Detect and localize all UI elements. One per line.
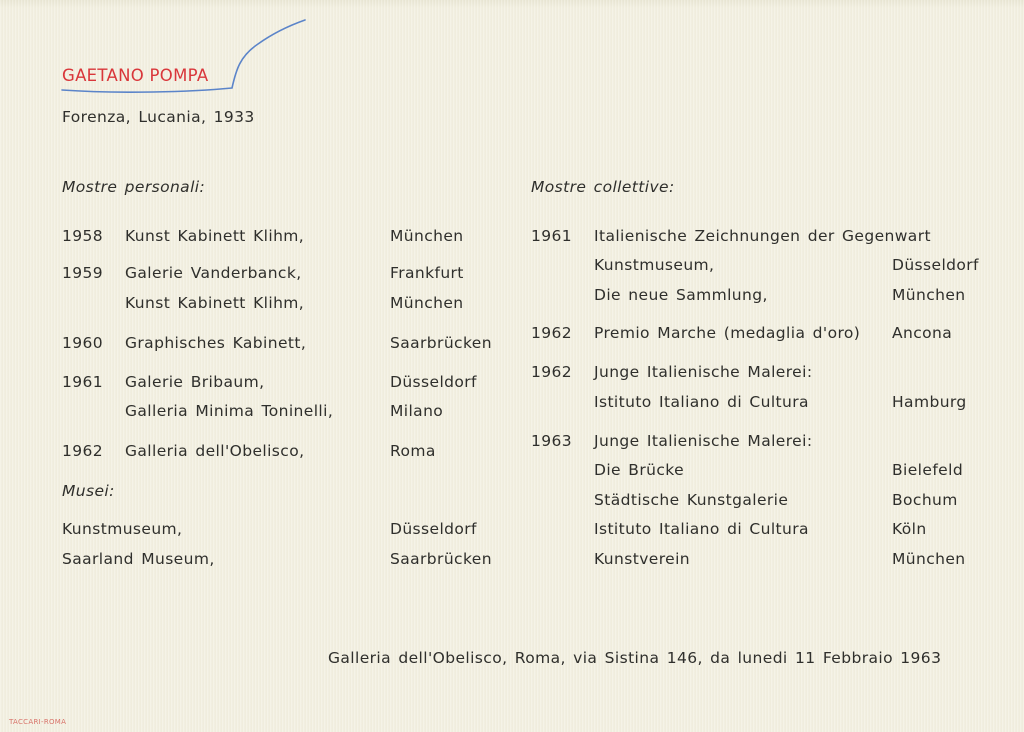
artist-birth: Forenza, Lucania, 1933 <box>62 108 255 126</box>
venue: Junge Italienische Malerei: <box>594 363 813 381</box>
venue: Galleria dell'Obelisco, <box>125 442 305 460</box>
year: 1962 <box>531 363 573 381</box>
venue: Kunstmuseum, <box>594 256 715 274</box>
venue: Junge Italienische Malerei: <box>594 432 813 450</box>
city: München <box>390 227 464 245</box>
collective-heading: Mostre collettive: <box>531 178 675 196</box>
city: München <box>390 294 464 312</box>
year: 1963 <box>531 432 573 450</box>
city: Saarbrücken <box>390 550 492 568</box>
venue: Kunst Kabinett Klihm, <box>125 294 305 312</box>
city: Saarbrücken <box>390 334 492 352</box>
city: Milano <box>390 402 444 420</box>
venue: Istituto Italiano di Cultura <box>594 520 809 538</box>
exhibition-info: Galleria dell'Obelisco, Roma, via Sistina 146, da lunedi 11 Febbraio 1963 <box>328 649 942 667</box>
venue: Kunstverein <box>594 550 690 568</box>
city: Düsseldorf <box>390 520 477 538</box>
venue: Galleria Minima Toninelli, <box>125 402 334 420</box>
venue: Galerie Vanderbanck, <box>125 264 302 282</box>
venue: Istituto Italiano di Cultura <box>594 393 809 411</box>
city: Köln <box>892 520 927 538</box>
printer-mark: TACCARI-ROMA <box>9 718 67 726</box>
city: Bielefeld <box>892 461 964 479</box>
city: München <box>892 286 966 304</box>
year: 1961 <box>62 373 104 391</box>
year: 1961 <box>531 227 573 245</box>
year: 1962 <box>531 324 573 342</box>
city: Roma <box>390 442 436 460</box>
city: Frankfurt <box>390 264 464 282</box>
venue: Die Brücke <box>594 461 685 479</box>
city: Düsseldorf <box>892 256 979 274</box>
venue: Italienische Zeichnungen der Gegenwart <box>594 227 931 245</box>
city: Ancona <box>892 324 953 342</box>
year: 1958 <box>62 227 104 245</box>
city: Düsseldorf <box>390 373 477 391</box>
venue: Kunstmuseum, <box>62 520 183 538</box>
artist-name: GAETANO POMPA <box>62 66 209 85</box>
city: Hamburg <box>892 393 967 411</box>
venue: Galerie Bribaum, <box>125 373 265 391</box>
venue: Graphisches Kabinett, <box>125 334 307 352</box>
city: München <box>892 550 966 568</box>
year: 1962 <box>62 442 104 460</box>
venue: Saarland Museum, <box>62 550 215 568</box>
museums-heading: Musei: <box>62 482 115 500</box>
venue: Die neue Sammlung, <box>594 286 768 304</box>
year: 1959 <box>62 264 104 282</box>
year: 1960 <box>62 334 104 352</box>
venue: Premio Marche (medaglia d'oro) <box>594 324 861 342</box>
city: Bochum <box>892 491 958 509</box>
venue: Städtische Kunstgalerie <box>594 491 789 509</box>
venue: Kunst Kabinett Klihm, <box>125 227 305 245</box>
personal-heading: Mostre personali: <box>62 178 206 196</box>
